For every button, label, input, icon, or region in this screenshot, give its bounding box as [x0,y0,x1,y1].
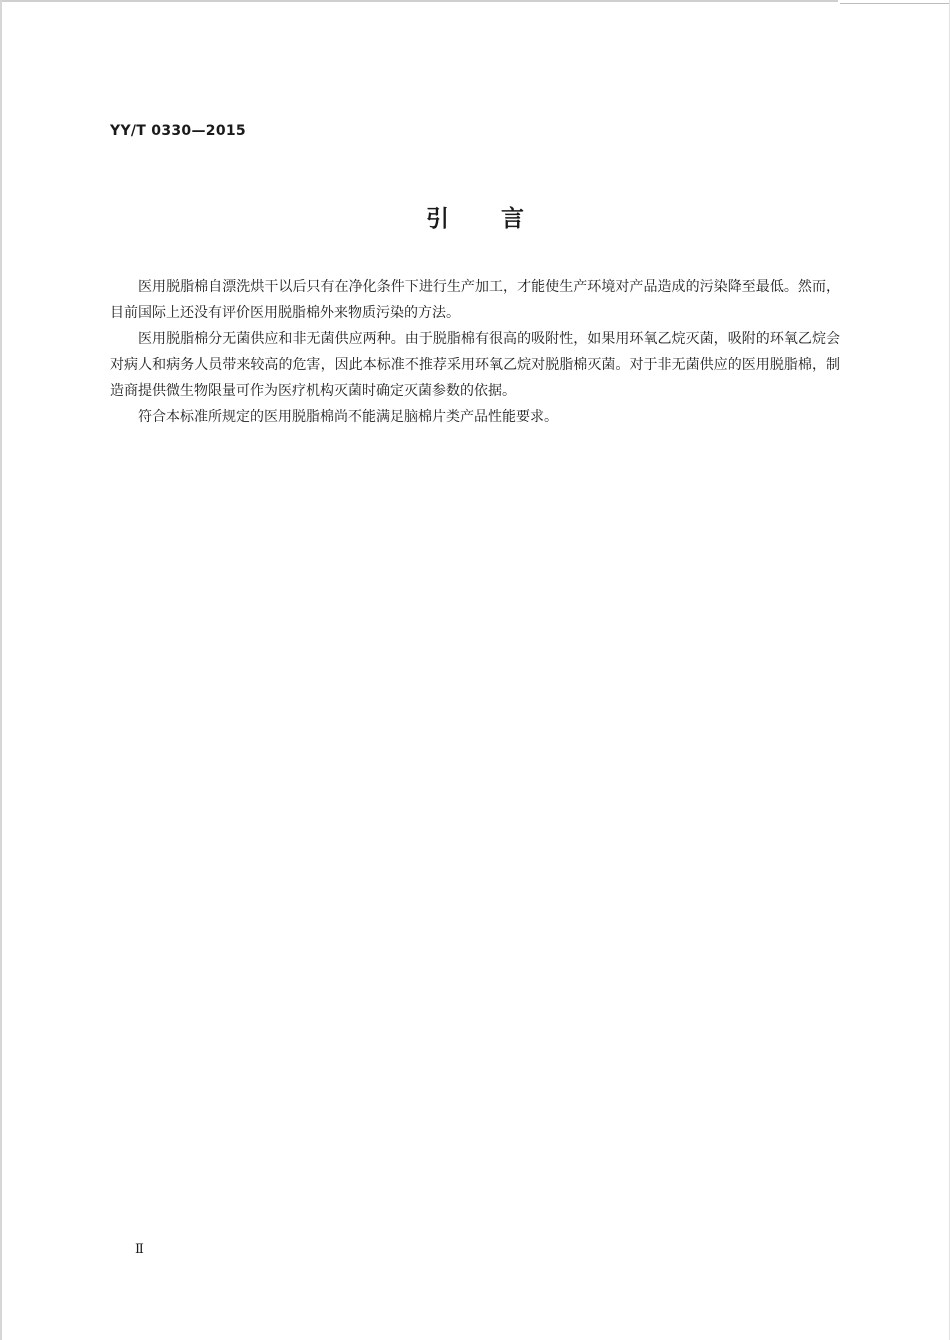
page-number: Ⅱ [135,1242,144,1257]
paragraph-3: 符合本标准所规定的医用脱脂棉尚不能满足脑棉片类产品性能要求。 [138,409,558,425]
introduction-body [110,274,840,430]
document-code: YY/T 0330—2015 [110,123,246,139]
paragraph-2: 医用脱脂棉分无菌供应和非无菌供应两种。由于脱脂棉有很高的吸附性，如果用环氧乙烷灭菌，吸附的环氧乙烷会对病人和病务人员带来较高的危害，因此本标准不推荐采用环氧乙烷对脱脂棉灭菌。对于非无菌供应的医用脱脂棉，制造商提供微生物限量可作为医疗机构灭菌时确定灭菌参数的依据。 [110,331,840,399]
paragraph-1: 医用脱脂棉自漂洗烘干以后只有在净化条件下进行生产加工，才能使生产环境对产品造成的污染降至最低。然而，目前国际上还没有评价医用脱脂棉外来物质污染的方法。 [110,279,840,321]
page-edge-top [0,0,838,2]
page-title: 引言 [426,206,576,232]
page-edge-top-right [840,0,950,4]
